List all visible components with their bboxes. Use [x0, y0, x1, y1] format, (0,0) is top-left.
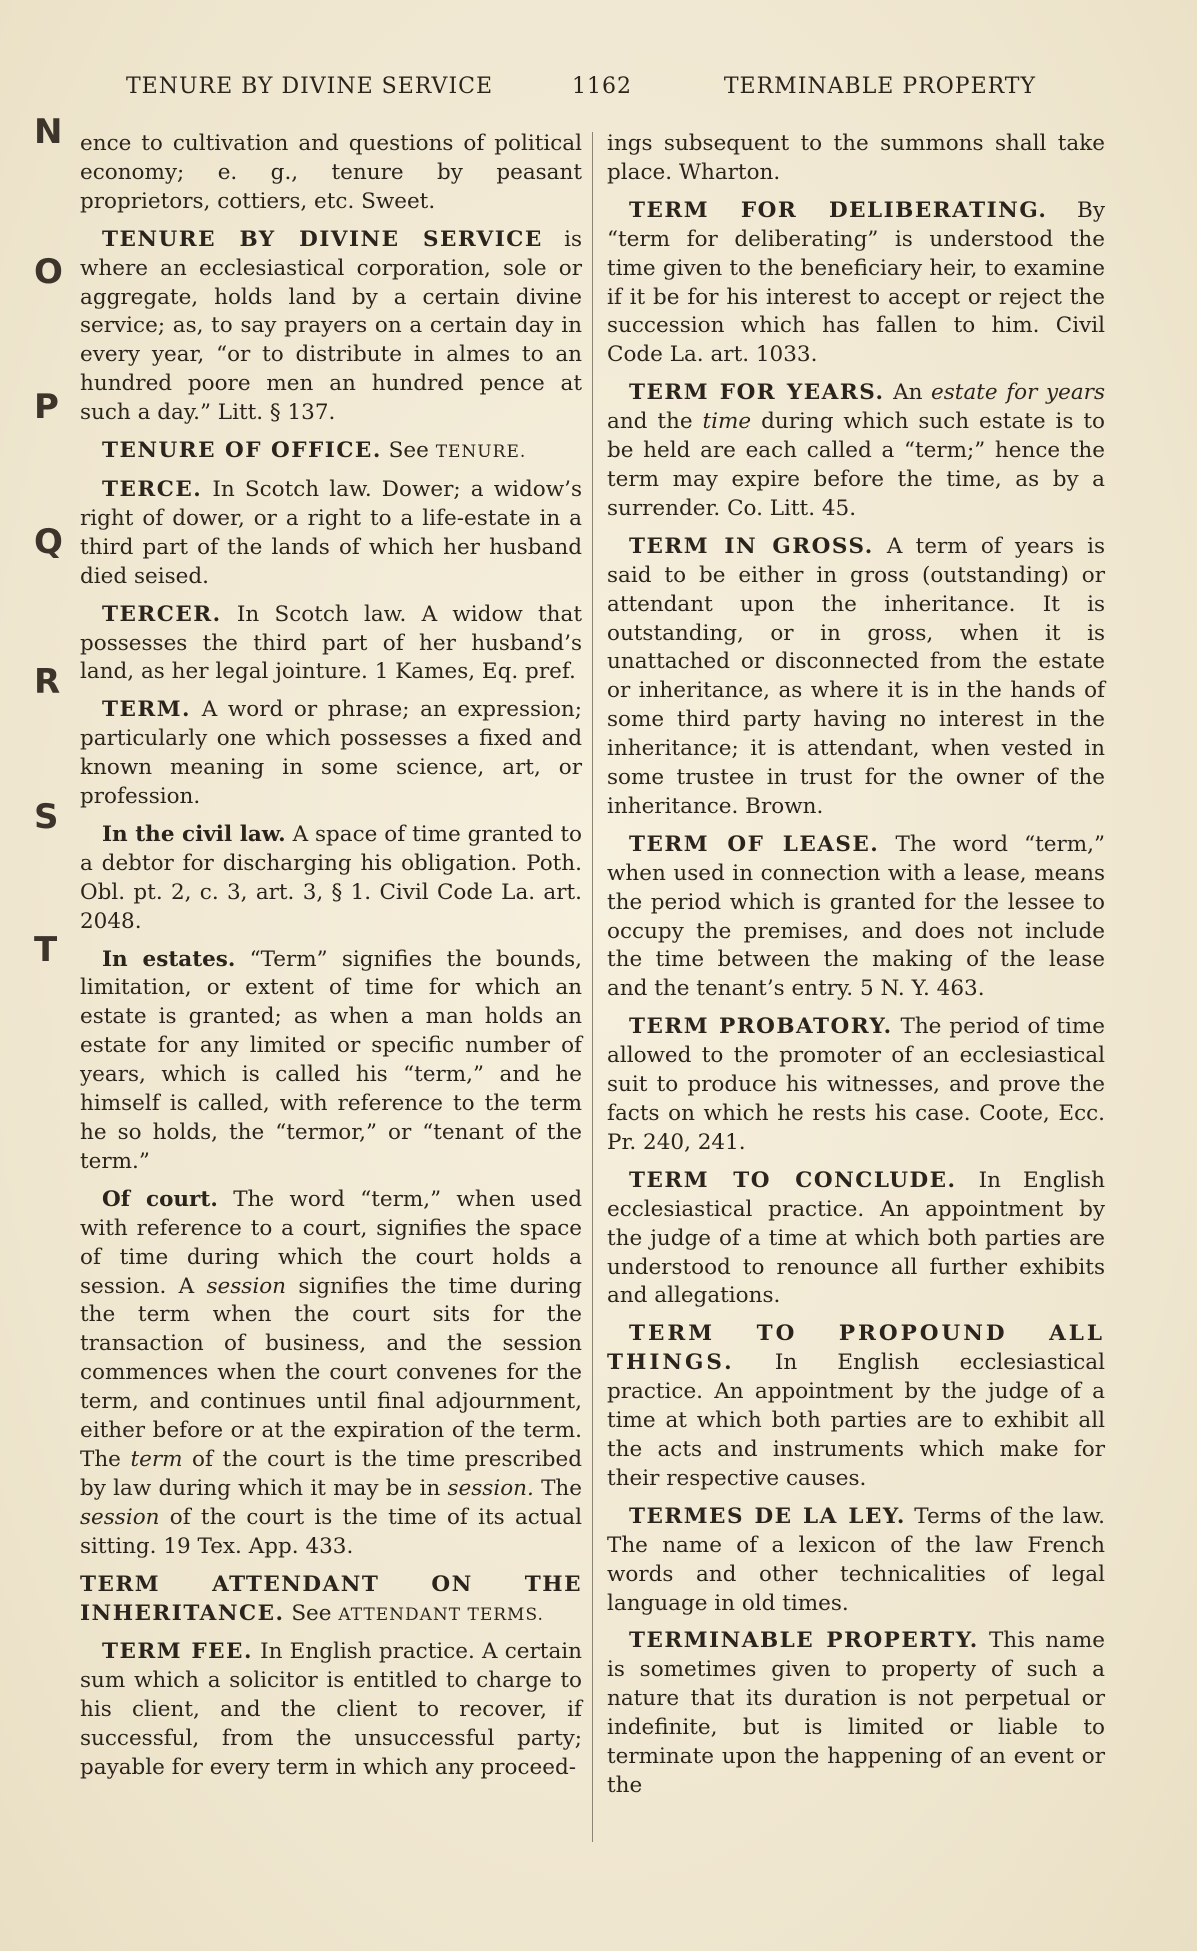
headword: TERM FEE.: [102, 1639, 253, 1665]
thumb-index-letter-o[interactable]: O: [34, 252, 63, 292]
cross-reference: ATTENDANT TERMS.: [338, 1604, 544, 1625]
definition: In Scotch law. A widow that possesses the third part of her husband’s land, as her legal jointure. 1 Kames, Eq. pref.: [80, 601, 582, 685]
entry-termes-de-la-ley: [607, 1503, 1105, 1619]
subheading: Of court.: [102, 1186, 218, 1212]
running-head: [110, 74, 1050, 108]
entry-term-for-deliberating: [607, 197, 1105, 370]
thumb-index-letter-q[interactable]: Q: [34, 522, 63, 562]
headword: TERM ATTENDANT ON THE INHERITANCE.: [80, 1571, 582, 1626]
entry-term-to-propound: [607, 1320, 1105, 1493]
entry-term-probatory: [607, 1013, 1105, 1158]
definition: Terms of the law. The name of a lexicon of the law French words and other technicalities of legal language in old times.: [607, 1503, 1105, 1616]
definition-part: signifies the time during the term when the court sits for the transaction of business, and the session commences when the court convenes for the term, and continues until final adjournment, either before or at the expiration of the term. The: [80, 1273, 582, 1472]
subheading: In the civil law.: [102, 821, 286, 847]
thumb-index-letter-p[interactable]: P: [34, 387, 59, 427]
definition: In English ecclesiastical practice. An appointment by the judge of a time at which both parties are understood to renounce all further exhibits and allegations.: [607, 1167, 1105, 1309]
headword: TERM IN GROSS.: [629, 533, 874, 559]
entry-term-attendant: [80, 1571, 582, 1630]
headword: TERMES DE LA LEY.: [629, 1503, 906, 1529]
definition: The word “term,” when used in connection with a lease, means the period which is granted for the lessee to occupy the premises, and does not include the time between the making of the lease and the tenant’s entry. 5 N. Y. 463.: [607, 831, 1105, 1002]
definition-part: The: [541, 1475, 583, 1501]
entry-term: [80, 696, 582, 812]
entry-continuation: ence to cultivation and questions of political economy; e. g., tenure by peasant proprietors, cottiers, etc. Sweet.: [80, 131, 582, 214]
subheading: In estates.: [102, 946, 236, 972]
definition: See: [291, 1600, 332, 1626]
thumb-index-letter-s[interactable]: S: [34, 797, 59, 837]
headword: TERM FOR DELIBERATING.: [629, 197, 1048, 223]
definition-part: and the: [607, 409, 693, 435]
entry-continuation: ings subsequent to the summons shall take place. Wharton.: [607, 131, 1105, 185]
headword: TERM OF LEASE.: [629, 831, 880, 857]
headword: TERCE.: [102, 476, 203, 502]
page-number: 1162: [572, 74, 632, 99]
entry-terce: [80, 476, 582, 592]
definition: A space of time granted to a debtor for discharging his obligation. Poth. Obl. pt. 2, c. 3, art. 3, § 1. Civil Code La. art. 2048.: [80, 821, 582, 934]
column-divider: [592, 132, 593, 1842]
entry-term-of-lease: [607, 831, 1105, 1004]
definition: This name is sometimes given to property of such a nature that its duration is not perpetual or indefinite, but is limited or liable to terminate upon the happening of an event or the: [607, 1628, 1105, 1798]
entry-tercer: [80, 601, 582, 688]
definition-part: of the court is the time of its actual sitting. 19 Tex. App. 433.: [80, 1504, 582, 1559]
headword: TERM PROBATORY.: [629, 1014, 893, 1040]
headword: TERM TO PROPOUND ALL THINGS.: [607, 1321, 1105, 1376]
thumb-index-letter-n[interactable]: N: [34, 112, 63, 152]
headword: TERM.: [102, 697, 192, 723]
definition: In English ecclesiastical practice. An appointment by the judge of a time at which both parties are to exhibit all the acts and instruments which make for their respective causes.: [607, 1350, 1105, 1491]
running-head-right: TERMINABLE PROPERTY: [723, 74, 1036, 99]
definition-part: An: [893, 380, 923, 406]
headword: TERM FOR YEARS.: [629, 380, 885, 406]
left-column: [80, 130, 582, 1792]
entry-tenure-of-office: [80, 437, 582, 467]
definition-part: The word “term,” when used with reference to a court, signifies the space of time during which the court holds a session. A: [80, 1186, 582, 1299]
definition: A term of years is said to be either in gross (outstanding) or attendant upon the inheritance. It is outstanding, or in gross, when it is unattached or disconnected from the estate or inheritance, as where it is in the hands of some third party having no interest in the inheritance; it is attendant, when vested in some trustee in trust for the owner of the inheritance. Brown.: [607, 533, 1105, 819]
running-head-left: TENURE BY DIVINE SERVICE: [126, 74, 494, 99]
definition: In Scotch law. Dower; a widow’s right of dower, or a right to a life-estate in a third part of the lands of which her husband died seised.: [80, 476, 582, 589]
right-column: [607, 130, 1105, 1810]
entry-term-of-court: [80, 1186, 582, 1562]
cross-reference: TENURE.: [435, 442, 527, 463]
entry-terminable-property: [607, 1627, 1105, 1800]
italic-word: estate for years: [931, 380, 1105, 406]
entry-term-for-years: [607, 379, 1105, 524]
headword: TERM TO CONCLUDE.: [629, 1167, 957, 1193]
italic-word: term: [130, 1446, 183, 1472]
entry-term-civil-law: [80, 821, 582, 937]
headword: TENURE BY DIVINE SERVICE: [102, 226, 543, 252]
headword: TERCER.: [102, 601, 222, 627]
entry-term-in-gross: [607, 533, 1105, 822]
entry-term-fee: [80, 1638, 582, 1783]
definition: In English practice. A certain sum which a solicitor is entitled to charge to his client, and the client to recover, if successful, from the unsuccessful party; payable for every term in which any proceed-: [80, 1639, 582, 1781]
definition: By “term for deliberating” is understood the time given to the beneficiary heir, to examine if it be for his interest to accept or reject the succession which has fallen to him. Civil Code La. art. 1033.: [607, 197, 1105, 368]
definition-part: during which such estate is to be held are each called a “term;” hence the term may expire before the time, as by a surrender. Co. Litt. 45.: [607, 409, 1105, 521]
definition-part: of the court is the time prescribed by law during which it may be in: [80, 1446, 582, 1501]
italic-word: session.: [447, 1475, 534, 1501]
definition: “Term” signifies the bounds, limitation, or extent of time for which an estate is granted; as when a man holds an estate for any limited or specific number of years, which is called his “term,” and he himself is called, with reference to the term he so holds, the “termor,” or “tenant of the term.”: [80, 946, 582, 1174]
thumb-index: [30, 112, 70, 992]
thumb-index-letter-r[interactable]: R: [34, 662, 61, 702]
definition: See: [388, 438, 429, 464]
entry-tenure-by-divine-service: [80, 226, 582, 428]
italic-word: session: [80, 1504, 160, 1530]
thumb-index-letter-t[interactable]: T: [34, 930, 58, 970]
definition: A word or phrase; an expression; particularly one which possesses a fixed and known meaning in some science, art, or profession.: [80, 697, 582, 810]
definition: is where an ecclesiastical corporation, sole or aggregate, holds land by a certain divine service; as, to say prayers on a certain day in every year, “or to distribute in almes to an hundred poore men an hundred pence at such a day.” Litt. § 137.: [80, 226, 583, 426]
italic-word: session: [206, 1273, 286, 1299]
headword: TERMINABLE PROPERTY.: [629, 1628, 979, 1654]
headword: TENURE OF OFFICE.: [102, 438, 382, 464]
italic-word: time: [702, 409, 752, 435]
definition: The period of time allowed to the promoter of an ecclesiastical suit to produce his witnesses, and prove the facts on which he rests his case. Coote, Ecc. Pr. 240, 241.: [607, 1014, 1105, 1155]
entry-term-estates: [80, 946, 582, 1177]
entry-term-to-conclude: [607, 1167, 1105, 1312]
